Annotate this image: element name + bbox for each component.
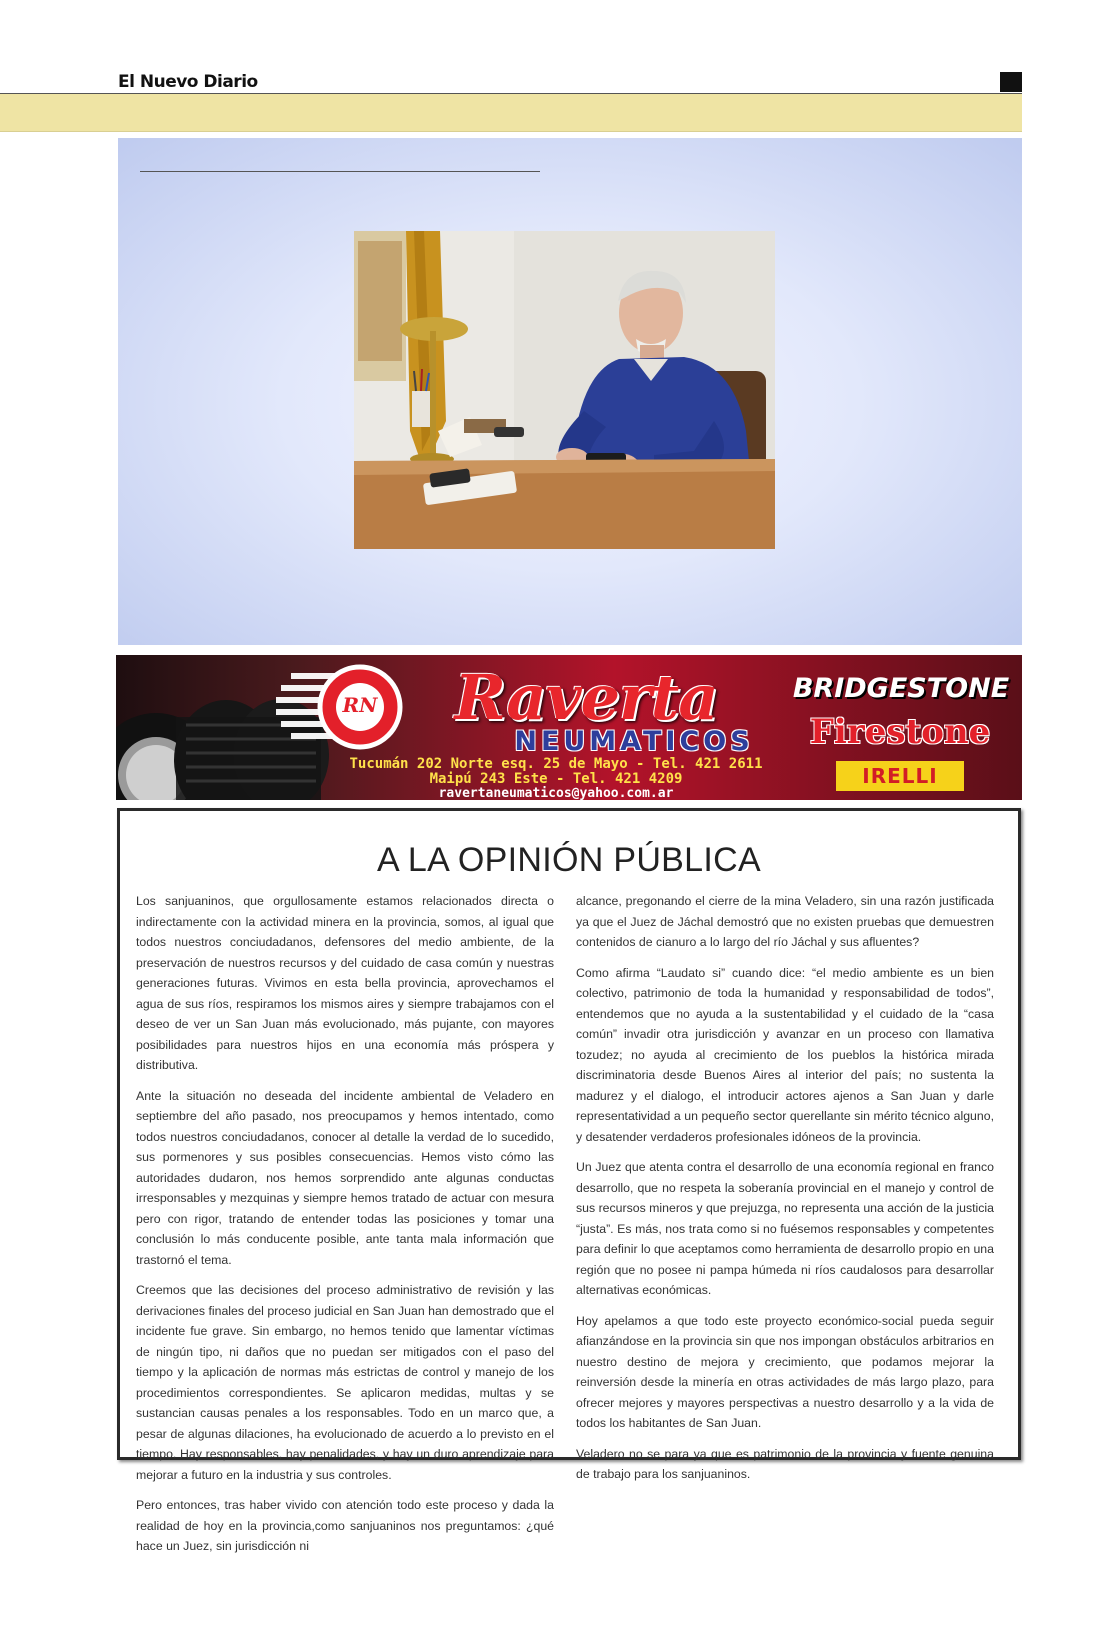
ad-business-type: NEUMATICOS <box>514 726 754 757</box>
header-band <box>0 94 1022 132</box>
statement-paragraph: Pero entonces, tras haber vivido con atención todo este proceso y dada la realidad de hoy en la provincia,como sanjuaninos nos preguntamos: ¿qué hace un Juez, sin jurisdicción ni <box>136 1498 554 1553</box>
statement-paragraph: Los sanjuaninos, que orgullosamente estamos relacionados directa o indirectamente con la actividad minera en la provincia, somos, al igual que todos nuestros conciudadanos, defensores del medio ambiente, de la preservación de nuestros recursos y del cuidado de casa común y nuestras generaciones futuras. Vivimos en esta bella provincia, aprovechamos el agua de sus ríos, respiramos los mismos aires y siempre trabajamos con el deseo de ver un San Juan más evolucionado, más pujante, con mayores posibilidades para nuestros hijos en una economía más próspera y distributiva. <box>136 894 554 1072</box>
photo-illustration <box>354 231 775 549</box>
public-statement-box <box>117 808 1021 1553</box>
statement-right-column <box>576 891 994 1495</box>
corner-marker <box>1000 72 1022 92</box>
tire-shop-ad[interactable] <box>116 655 1022 800</box>
masthead: El Nuevo Diario <box>118 72 258 92</box>
pirelli-logo: IRELLI <box>836 761 964 791</box>
firestone-logo: Firestone <box>809 712 991 752</box>
statement-paragraph: Ante la situación no deseada del incidente ambiental de Veladero en septiembre del año pasado, nos preocupamos y hemos intentado, como todos nuestros conciudadanos, conocer al detalle la verdad de lo sucedido, sus pormenores y sus posibles consecuencias. Hemos visto cómo las autoridades dudaron, nos hemos sorprendido ante algunas conductas irresponsables y mezquinas y siempre hemos tratado de actuar con mesura pero con rigor, tratando de entender todas las posiciones y tomar una conclusión lo más conducente posible, ante tanta mala información que trastornó el tema. <box>136 1088 554 1267</box>
interview-photo <box>354 231 775 549</box>
ad-email[interactable]: ravertaneumaticos@yahoo.com.ar <box>438 786 674 800</box>
statement-paragraph: Como afirma “Laudato si” cuando dice: “el medio ambiente es un bien colectivo, patrimonio de toda la humanidad y responsabilidad de todos”, entendemos que no ayuda a la sustentabilidad y el cuidado de la “casa común” invadir otra jurisdicción y avanzar en un proceso con llamativa tozudez; no ayuda al crecimiento de los pueblos la histórica mirada discriminatoria desde Buenos Aires al interior del país; no sustenta la madurez y el dialogo, el introducir actores ajenos a San Juan y darle representatividad a un pequeño sector querellante sin mérito técnico alguno, y desatender verdaderos profesionales idóneos de la provincia. <box>576 965 994 1144</box>
statement-left-column <box>136 891 554 1567</box>
bridgestone-logo: BRIDGESTONE <box>792 673 1010 704</box>
statement-paragraph: Hoy apelamos a que todo este proyecto económico-social pueda seguir afianzándose en la provincia sin que nos impongan obstáculos arbitrarios en nuestro destino de mejora y crecimiento, que podamos mejorar la reinversión desde la minería en otras actividades de más largo plazo, para ofrecer mejores y mayores perspectivas a nuestro desarrollo y a la vida de todos los habitantes de San Juan. <box>576 1313 994 1430</box>
ad-logo-initials: RN <box>342 693 378 717</box>
statement-paragraph: alcance, pregonando el cierre de la mina Veladero, sin una razón justificada ya que el Juez de Jáchal demostró que no existen pruebas que demuestren contenidos de cianuro a lo largo del río Jáchal y sus afluentes? <box>576 894 994 949</box>
statement-paragraph: Veladero no se para ya que es patrimonio de la provincia y fuente genuina de trabajo para los sanjuaninos. <box>576 1446 994 1481</box>
statement-paragraph: Un Juez que atenta contra el desarrollo de una economía regional en franco desarrollo, que no respeta la soberanía provincial en el manejo y control de sus recursos mineros y que prejuzga, no representa una acción de la justicia “justa”. Es más, nos trata como si no fuésemos responsables y competentes para definir lo que aceptamos como herramienta de desarrollo propio en una región que no posee ni pampa húmeda ni ríos caudalosos para desarrollar alternativas económicas. <box>576 1160 994 1297</box>
panel-divider <box>140 171 540 172</box>
statement-title: A LA OPINIÓN PÚBLICA <box>377 841 761 879</box>
feature-panel <box>118 138 1022 645</box>
ad-address-1: Tucumán 202 Norte esq. 25 de Mayo - Tel. 421 2611 <box>349 756 763 772</box>
ad-business-name: Raverta <box>454 661 718 734</box>
statement-paragraph: Creemos que las decisiones del proceso administrativo de revisión y las derivaciones finales del proceso judicial en San Juan han demostrado que el incidente fue grave. Sin embargo, no hemos tenido que lamentar víctimas de ningún tipo, ni daños que no puedan ser mitigados con el paso del tiempo y la aplicación de normas más estrictas de control y manejo de los procedimientos correspondientes. Se aplicaron medidas, multas y se sustancian causas penales a los responsables. Todo en un marco que, a pesar de algunas dilaciones, ha evolucionado de acuerdo a lo previsto en el tiempo. Hay responsables, hay penalidades, y hay un duro aprendizaje para mejorar a futuro en la industria y sus controles. <box>136 1283 554 1482</box>
ad-address-2: Maipú 243 Este - Tel. 421 4209 <box>429 771 683 787</box>
